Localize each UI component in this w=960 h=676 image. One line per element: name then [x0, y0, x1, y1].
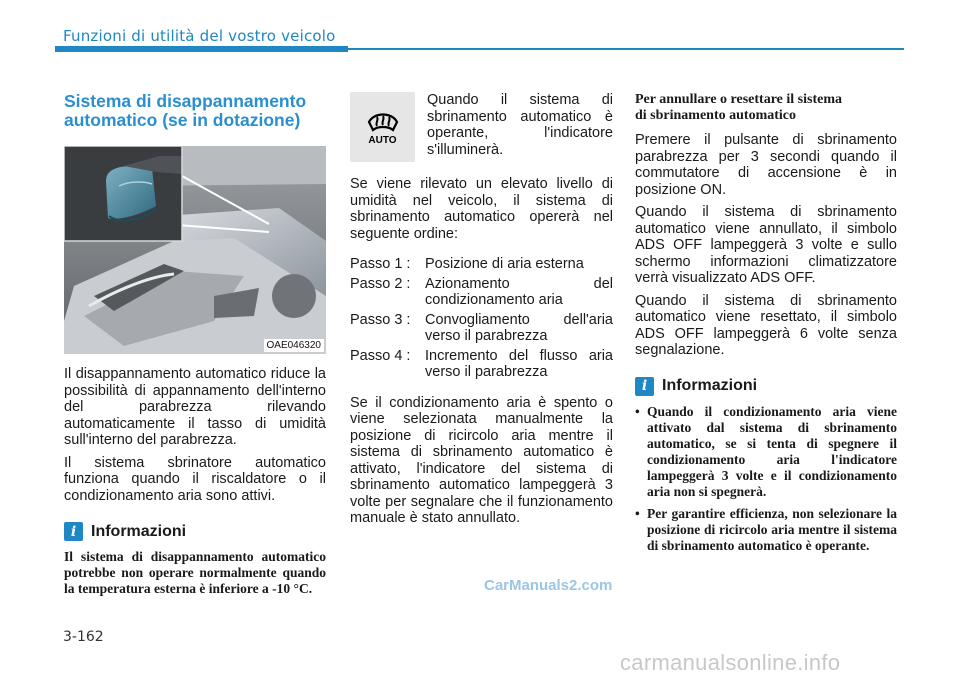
header-rule-thick	[55, 46, 348, 52]
column-left	[64, 92, 326, 597]
section-title	[64, 92, 326, 130]
windshield-defrost-icon	[366, 108, 400, 134]
auto-indicator-row	[350, 92, 613, 162]
column-right	[635, 92, 897, 560]
reset-subheading	[635, 92, 897, 124]
step-item	[350, 312, 613, 345]
step-label: Passo 3 :	[350, 311, 411, 328]
info-bullets	[635, 404, 897, 554]
manual-override-paragraph: Se il condizionamento aria è spento o viene selezionata manualmente la posizione di ricircolo aria mentre il sistema di sbrinamento automatico è attivato, l'indicatore del sistema di sbrinamento automatico lampeggerà 3 volte per segnalare che il funzionamento manuale è stato annullato.	[350, 394, 613, 526]
sequence-intro: Se viene rilevato un elevato livello di umidità nel veicolo, il sistema di sbrinamento automatico opererà nel seguente ordine:	[350, 176, 613, 242]
reset-description: Quando il sistema di sbrinamento automatico viene resettato, il simbolo ADS OFF lampeggerà 6 volte senza segnalazione.	[635, 292, 897, 358]
car-windshield-photo	[64, 146, 326, 354]
auto-indicator-text: Quando il sistema di sbrinamento automatico è operante, l'indicatore s'illuminerà.	[427, 92, 613, 158]
auto-defrost-icon	[350, 92, 415, 162]
info-header	[64, 522, 326, 541]
info-icon: i	[635, 377, 654, 396]
header-rule-thin	[348, 48, 904, 50]
step-text: Posizione di aria esterna	[425, 256, 584, 272]
reset-instruction: Premere il pulsante di sbrinamento parabrezza per 3 secondi quando il commutatore di accensione è in posizione ON.	[635, 132, 897, 198]
operation-paragraph: Il sistema sbrinatore automatico funziona quando il riscaldatore o il condizionamento aria sono attivi.	[64, 454, 326, 504]
reset-subheading-line-1: Per annullare o resettare il sistema	[635, 92, 842, 107]
photo-code: OAE046320	[264, 339, 325, 352]
step-text: Convogliamento dell'aria verso il parabrezza	[425, 311, 613, 344]
watermark-carmanuals2: CarManuals2.com	[484, 577, 613, 594]
steps-list	[350, 256, 613, 381]
step-text: Incremento del flusso aria verso il parabrezza	[425, 347, 613, 380]
step-label: Passo 4 :	[350, 347, 411, 364]
step-label: Passo 2 :	[350, 275, 411, 292]
info-text: Il sistema di disappannamento automatico potrebbe non operare normalmente quando la temperatura esterna è inferiore a -10 °C.	[64, 549, 326, 596]
car-illustration	[64, 146, 326, 354]
chapter-title: Funzioni di utilità del vostro veicolo	[63, 27, 336, 45]
cancel-description: Quando il sistema di sbrinamento automatico viene annullato, il simbolo ADS OFF lampeggerà 3 volte e sullo schermo informazioni climatizzatore verrà visualizzato ADS OFF.	[635, 204, 897, 286]
info-title: Informazioni	[662, 377, 758, 394]
info-header	[635, 377, 897, 396]
info-icon: i	[64, 522, 83, 541]
info-title: Informazioni	[91, 522, 187, 540]
section-title-line-2: automatico (se in dotazione)	[64, 110, 301, 130]
reset-subheading-line-2: di sbrinamento automatico	[635, 108, 796, 123]
info-bullet: • Quando il condizionamento aria viene attivato dal sistema di sbrinamento automatico, se si tenta di spegnere il condizionamento aria l'indicatore lampeggerà 3 volte e il condizionamento aria non si spegnerà.	[635, 404, 897, 500]
page-number: 3-162	[63, 629, 104, 645]
step-item	[350, 256, 613, 273]
info-bullet: • Per garantire efficienza, non selezionare la posizione di ricircolo aria mentre il sistema di sbrinamento automatico è operante.	[635, 506, 897, 554]
step-label: Passo 1 :	[350, 256, 411, 272]
watermark-carmanualsonline: carmanualsonline.info	[620, 650, 841, 675]
step-text: Azionamento del condizionamento aria	[425, 275, 613, 308]
section-title-line-1: Sistema di disappannamento	[64, 91, 307, 111]
step-item	[350, 276, 613, 309]
intro-paragraph: Il disappannamento automatico riduce la possibilità di appannamento dell'interno del parabrezza rilevando automaticamente il tasso di umidità sull'interno del parabrezza.	[64, 366, 326, 448]
step-item	[350, 348, 613, 381]
column-middle	[350, 92, 613, 533]
auto-icon-label: AUTO	[368, 135, 397, 146]
